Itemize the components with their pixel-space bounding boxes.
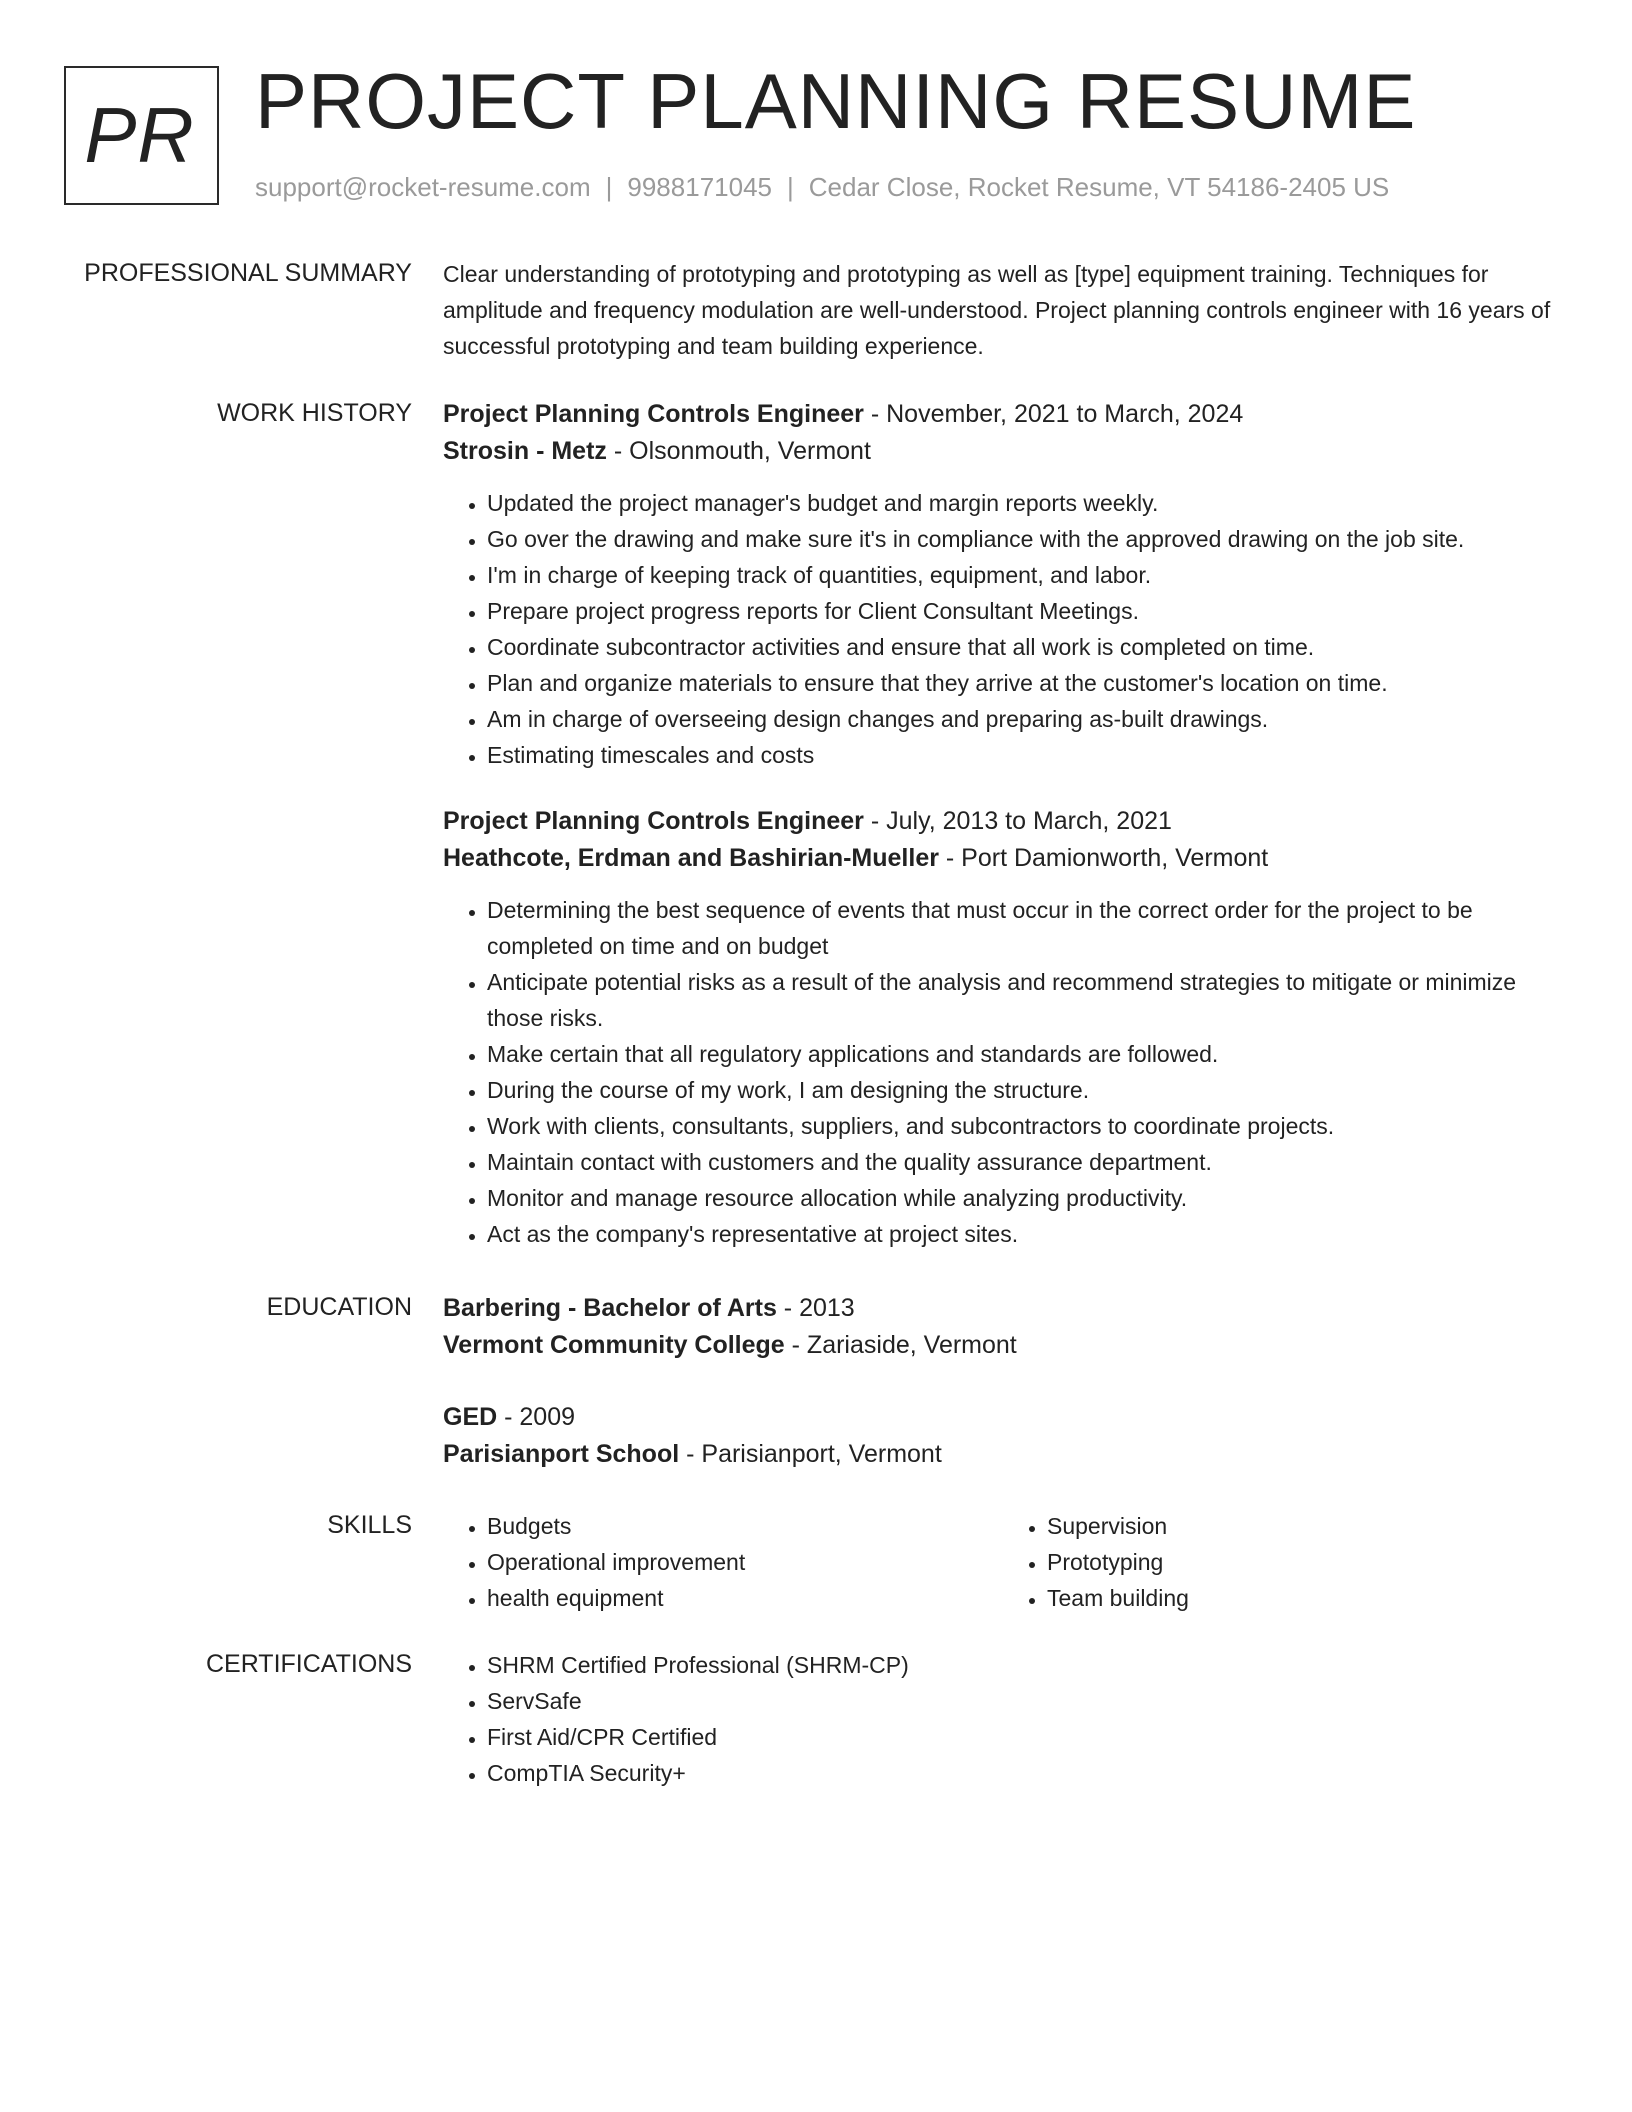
job-entry (443, 803, 1563, 1252)
skill-item: • health equipment (487, 1580, 1003, 1616)
monogram-initials: PR (84, 91, 195, 179)
job-bullet-list (443, 485, 1563, 773)
section-label-summary: PROFESSIONAL SUMMARY (84, 259, 412, 287)
job-dates: - November, 2021 to March, 2024 (863, 400, 1244, 428)
job-bullet: • Monitor and manage resource allocation while analyzing productivity. (487, 1180, 1563, 1216)
job-bullet: • Work with clients, consultants, suppliers, and subcontractors to coordinate projects. (487, 1108, 1563, 1144)
job-bullet: • Prepare project progress reports for Client Consultant Meetings. (487, 593, 1563, 629)
skill-item: • Prototyping (1047, 1544, 1563, 1580)
job-location: - Olsonmouth, Vermont (606, 437, 871, 465)
education-entry (443, 1399, 1563, 1473)
job-company: Strosin - Metz (443, 437, 607, 465)
job-title: Project Planning Controls Engineer (443, 400, 864, 428)
contact-phone: 9988171045 (627, 172, 772, 202)
job-company-line (443, 433, 1563, 470)
education-degree-line (443, 1290, 1563, 1327)
job-bullet: • Act as the company's representative at project sites. (487, 1216, 1563, 1252)
education-degree: GED (443, 1403, 498, 1431)
certification-item: • SHRM Certified Professional (SHRM-CP) (487, 1647, 1563, 1683)
contact-line (255, 172, 1389, 203)
job-bullet: • Maintain contact with customers and the quality assurance department. (487, 1144, 1563, 1180)
education-school-line (443, 1327, 1563, 1364)
job-location: - Port Damionworth, Vermont (938, 844, 1269, 872)
job-bullet: • Make certain that all regulatory applications and standards are followed. (487, 1036, 1563, 1072)
job-bullet: • Coordinate subcontractor activities and ensure that all work is completed on time. (487, 629, 1563, 665)
job-company-line (443, 840, 1563, 877)
skill-item: • Operational improvement (487, 1544, 1003, 1580)
job-bullet: • Plan and organize materials to ensure that they arrive at the customer's location on time. (487, 665, 1563, 701)
certifications-list (443, 1647, 1563, 1791)
education-degree-line (443, 1399, 1563, 1436)
job-bullet: • I'm in charge of keeping track of quantities, equipment, and labor. (487, 557, 1563, 593)
certification-item: • CompTIA Security+ (487, 1755, 1563, 1791)
job-dates: - July, 2013 to March, 2021 (863, 807, 1172, 835)
skills-column (1003, 1508, 1563, 1616)
skill-item: • Team building (1047, 1580, 1563, 1616)
education-school: Parisianport School (443, 1440, 680, 1468)
education-entry (443, 1290, 1563, 1364)
contact-address: Cedar Close, Rocket Resume, VT 54186-2405 US (808, 172, 1390, 202)
skills-grid (443, 1508, 1563, 1616)
job-entry (443, 396, 1563, 773)
job-bullet: • Determining the best sequence of events that must occur in the correct order for the project to be completed on time and on budget (487, 892, 1563, 964)
education-year: - 2013 (776, 1294, 855, 1322)
section-label-certifications: CERTIFICATIONS (205, 1650, 412, 1678)
resume-title: PROJECT PLANNING RESUME (255, 57, 1417, 145)
contact-email: support@rocket-resume.com (255, 172, 591, 202)
education-school: Vermont Community College (443, 1331, 785, 1359)
job-title: Project Planning Controls Engineer (443, 807, 864, 835)
contact-separator: | (605, 172, 613, 202)
job-title-line (443, 396, 1563, 433)
education-year: - 2009 (497, 1403, 576, 1431)
job-title-line (443, 803, 1563, 840)
skill-item: • Supervision (1047, 1508, 1563, 1544)
job-bullet: • Am in charge of overseeing design changes and preparing as-built drawings. (487, 701, 1563, 737)
job-bullet: • Go over the drawing and make sure it's in compliance with the approved drawing on the job site. (487, 521, 1563, 557)
job-bullet: • During the course of my work, I am designing the structure. (487, 1072, 1563, 1108)
skills-column (443, 1508, 1003, 1616)
contact-separator: | (787, 172, 794, 202)
education-location: - Parisianport, Vermont (679, 1440, 942, 1468)
section-label-skills: SKILLS (327, 1511, 412, 1539)
section-label-work-history: WORK HISTORY (217, 399, 412, 427)
job-bullet: • Anticipate potential risks as a result of the analysis and recommend strategies to mitigate or minimize those risks. (487, 964, 1563, 1036)
certification-item: • First Aid/CPR Certified (487, 1719, 1563, 1755)
section-label-education: EDUCATION (266, 1293, 412, 1321)
education-school-line (443, 1436, 1563, 1473)
job-bullet: • Estimating timescales and costs (487, 737, 1563, 773)
job-company: Heathcote, Erdman and Bashirian-Mueller (443, 844, 939, 872)
education-location: - Zariaside, Vermont (784, 1331, 1017, 1359)
job-bullet: • Updated the project manager's budget and margin reports weekly. (487, 485, 1563, 521)
monogram-box (64, 66, 219, 205)
education-degree: Barbering - Bachelor of Arts (443, 1294, 777, 1322)
summary-text: Clear understanding of prototyping and prototyping as well as [type] equipment training. Techniques for amplitude and frequency modulation are well-understood. Project planning controls engineer with 16 years of successful prototyping and team building experience. (443, 261, 1551, 359)
job-bullet-list (443, 892, 1563, 1252)
skill-item: • Budgets (487, 1508, 1003, 1544)
certification-item: • ServSafe (487, 1683, 1563, 1719)
